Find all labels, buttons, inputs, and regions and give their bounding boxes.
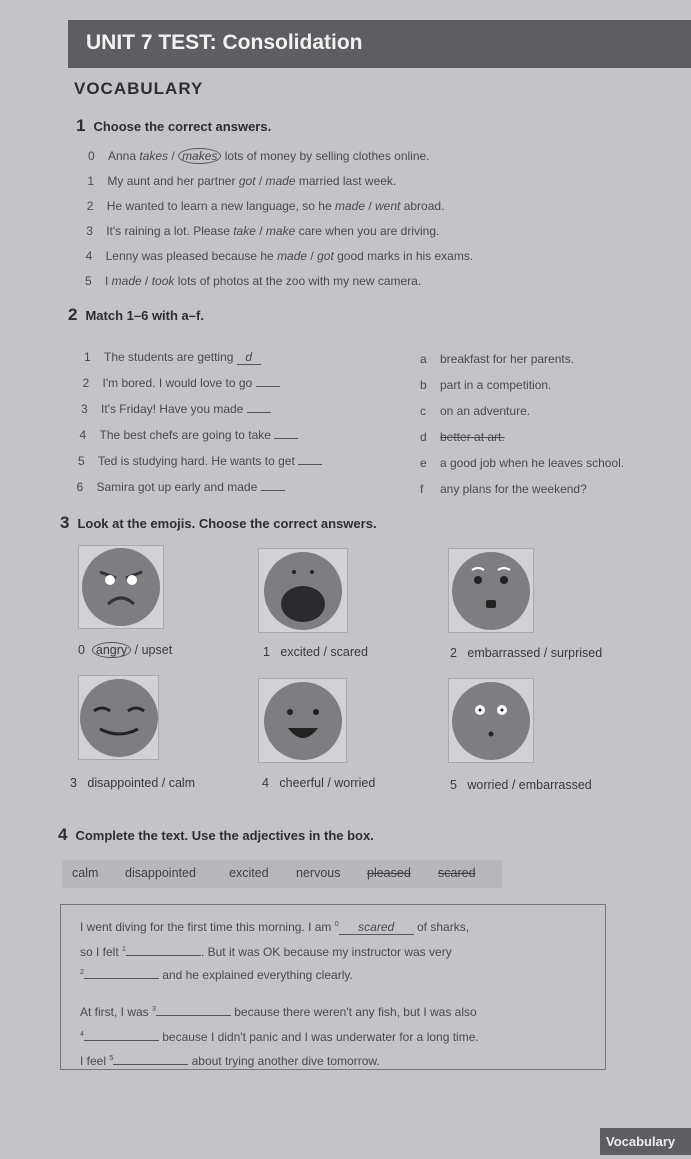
- word-excited: excited: [229, 866, 269, 880]
- text-line-3: $^2$ and he explained everything clearly.: [80, 968, 353, 982]
- choice-item: 3 It's raining a lot. Please take / make care when you are driving.: [86, 224, 440, 238]
- text-line-2: so I felt $^1$ . But it was OK because my instructor was very: [80, 945, 452, 959]
- match-right-item: c on an adventure.: [420, 404, 531, 418]
- word-scared: scared: [438, 866, 476, 880]
- emoji-surprised: [448, 548, 534, 633]
- emoji-choice-0: 0 angry / upset: [78, 643, 173, 657]
- option-b[interactable]: makes: [178, 148, 221, 164]
- emoji-choice-5: 5 worried / embarrassed: [450, 778, 592, 792]
- exercise-3-heading: 3 Look at the emojis. Choose the correct answers.: [60, 513, 377, 532]
- option-b[interactable]: got: [317, 249, 334, 263]
- emoji-worried: [448, 678, 534, 763]
- match-blank[interactable]: [274, 438, 298, 439]
- option-a[interactable]: made: [334, 199, 365, 213]
- blank-5[interactable]: [113, 1064, 188, 1065]
- text-line-5: $^4$ because I didn't panic and I was underwater for a long time.: [80, 1030, 479, 1044]
- text-line-6: I feel $^5$ about trying another dive tomorrow.: [80, 1054, 380, 1068]
- emoji-choice-4: 4 cheerful / worried: [262, 776, 376, 790]
- page-title: UNIT 7 TEST: Consolidation: [86, 31, 363, 54]
- option-a[interactable]: got: [238, 174, 256, 188]
- emoji-scared: [258, 548, 348, 633]
- emoji-choice-3: 3 disappointed / calm: [70, 776, 196, 790]
- word-pleased: pleased: [367, 866, 411, 880]
- match-left-item: 2 I'm bored. I would love to go: [83, 376, 280, 390]
- section-heading: VOCABULARY: [74, 79, 204, 98]
- choice-item: 2 He wanted to learn a new language, so he made / went abroad.: [86, 199, 445, 213]
- match-blank[interactable]: d: [237, 350, 261, 365]
- emoji-cheerful: [258, 678, 347, 763]
- match-left-item: 6 Samira got up early and made: [77, 480, 285, 494]
- option-b[interactable]: took: [151, 274, 175, 288]
- word-calm: calm: [72, 866, 99, 880]
- choice-item: 1 My aunt and her partner got / made married last week.: [87, 174, 397, 188]
- match-right-item: a breakfast for her parents.: [420, 352, 575, 366]
- match-blank[interactable]: [261, 490, 285, 491]
- exercise-1-heading: 1 Choose the correct answers.: [76, 116, 272, 135]
- emoji-choice-2: 2 embarrassed / surprised: [450, 646, 603, 660]
- option-a[interactable]: made: [277, 249, 308, 263]
- match-right-item: f any plans for the weekend?: [420, 482, 587, 496]
- match-left-item: 4 The best chefs are going to take: [80, 428, 299, 442]
- blank-1[interactable]: [126, 955, 201, 956]
- text-line-1: I went diving for the first time this morning. I am $^0$ scared of sharks,: [80, 920, 470, 934]
- footer-tab: Vocabulary: [600, 1128, 691, 1155]
- option-b[interactable]: make: [265, 224, 296, 238]
- choice-item: 0 Anna takes / makes lots of money by selling clothes online.: [88, 149, 430, 163]
- match-left-item: 5 Ted is studying hard. He wants to get: [78, 454, 322, 468]
- word-disappointed: disappointed: [125, 866, 196, 880]
- blank-2[interactable]: [84, 978, 159, 979]
- match-left-item: 3 It's Friday! Have you made: [81, 402, 271, 416]
- match-right-item: b part in a competition.: [420, 378, 552, 392]
- match-right-item: d better at art.: [420, 430, 505, 444]
- match-blank[interactable]: [298, 464, 322, 465]
- word-nervous: nervous: [296, 866, 341, 880]
- option-a[interactable]: take: [233, 224, 256, 238]
- emoji-calm: [78, 675, 159, 760]
- text-line-4: At first, I was $^3$ because there weren't any fish, but I was also: [80, 1005, 477, 1019]
- emoji-choice-1: 1 excited / scared: [263, 645, 368, 659]
- option-b[interactable]: made: [265, 174, 296, 188]
- match-blank[interactable]: [247, 412, 271, 413]
- match-blank[interactable]: [256, 386, 280, 387]
- option-a[interactable]: takes: [139, 149, 169, 163]
- exercise-2-heading: 2 Match 1–6 with a–f.: [68, 305, 204, 324]
- choice-item: 4 Lenny was pleased because he made / got good marks in his exams.: [85, 249, 474, 263]
- match-right-item: e a good job when he leaves school.: [420, 456, 625, 470]
- option-a[interactable]: made: [111, 274, 142, 288]
- choice-item: 5 I made / took lots of photos at the zoo with my new camera.: [85, 274, 422, 288]
- blank-4[interactable]: [84, 1040, 159, 1041]
- blank-3[interactable]: [156, 1015, 231, 1016]
- exercise-4-heading: 4 Complete the text. Use the adjectives in the box.: [58, 825, 374, 844]
- option-b[interactable]: went: [375, 199, 401, 213]
- emoji-angry: [78, 545, 164, 629]
- match-left-item: 1 The students are getting d: [84, 350, 261, 365]
